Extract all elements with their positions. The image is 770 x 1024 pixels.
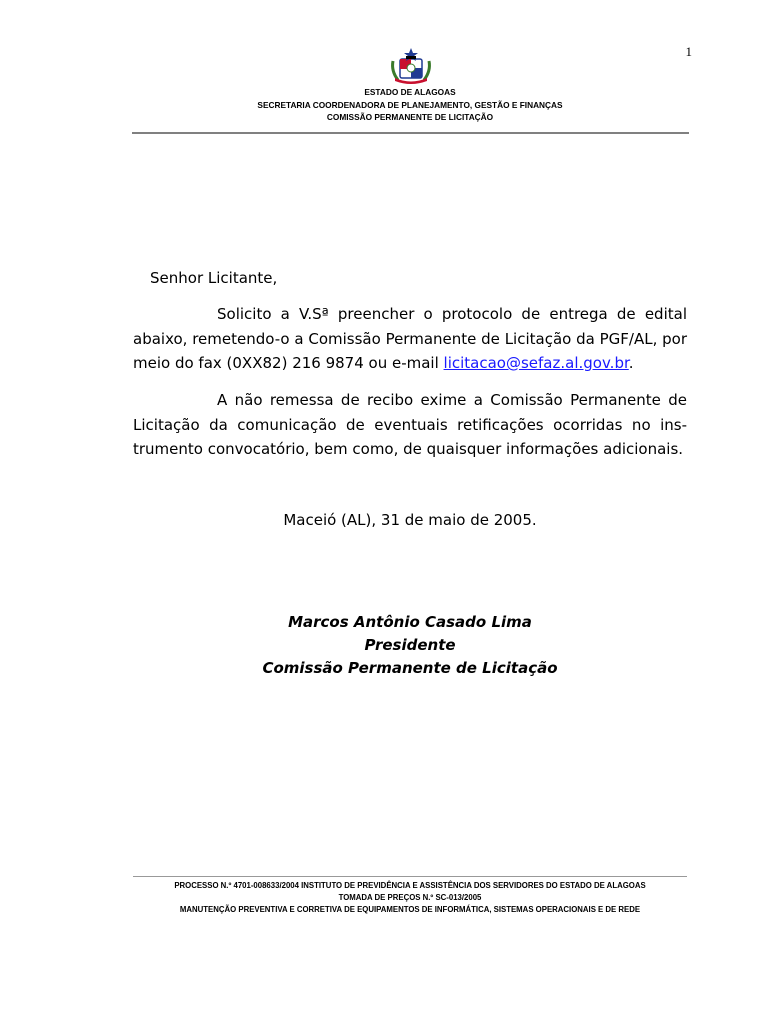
- paragraph-notice: [133, 388, 687, 462]
- state-coat-of-arms-icon: [389, 47, 433, 85]
- footer-object: MANUTENÇÃO PREVENTIVA E CORRETIVA DE EQUIPAMENTOS DE INFORMÁTICA, SISTEMAS OPERACIONAIS E DE REDE: [179, 905, 641, 914]
- page-number: 1: [685, 44, 692, 59]
- signatory-name: Marcos Antônio Casado Lima: [288, 613, 532, 631]
- letterhead: [130, 86, 690, 124]
- footer-process: PROCESSO N.º 4701-008633/2004 INSTITUTO DE PREVIDÊNCIA E ASSISTÊNCIA DOS SERVIDORES DO ESTADO DE ALAGOAS: [174, 881, 646, 890]
- paragraph-request-end: .: [628, 354, 634, 372]
- footer: [133, 880, 687, 916]
- signatory-title: Presidente: [364, 636, 456, 654]
- place-date: Maceió (AL), 31 de maio de 2005.: [283, 511, 537, 529]
- salutation: Senhor Licitante,: [150, 269, 278, 287]
- footer-tender: TOMADA DE PREÇOS N.º SC-013/2005: [338, 893, 482, 902]
- header-divider: [132, 132, 689, 134]
- header-commission: COMISSÃO PERMANENTE DE LICITAÇÃO: [326, 112, 494, 122]
- header-state: ESTADO DE ALAGOAS: [364, 87, 456, 97]
- paragraph-notice-text: A não remessa de recibo exime a Comissão Permanente de Licitação da comunicação de eventuais retificações ocorridas no ins-trumento convocatório, bem como, de quaisquer informações adicionais.: [133, 391, 687, 458]
- footer-divider: [133, 876, 687, 877]
- signatory-department: Comissão Permanente de Licitação: [262, 659, 558, 677]
- paragraph-request-text: Solicito a V.Sª preencher o protocolo de entrega de edital abaixo, remetendo-o a Comissão Permanente de Licitação da PGF/AL, por meio do fax (0XX82) 216 9874 ou e-mail: [133, 305, 687, 372]
- signature-block: [133, 611, 687, 680]
- paragraph-request: [133, 302, 687, 376]
- email-link[interactable]: licitacao@sefaz.al.gov.br: [443, 354, 629, 372]
- header-secretariat: SECRETARIA COORDENADORA DE PLANEJAMENTO, GESTÃO E FINANÇAS: [257, 99, 563, 110]
